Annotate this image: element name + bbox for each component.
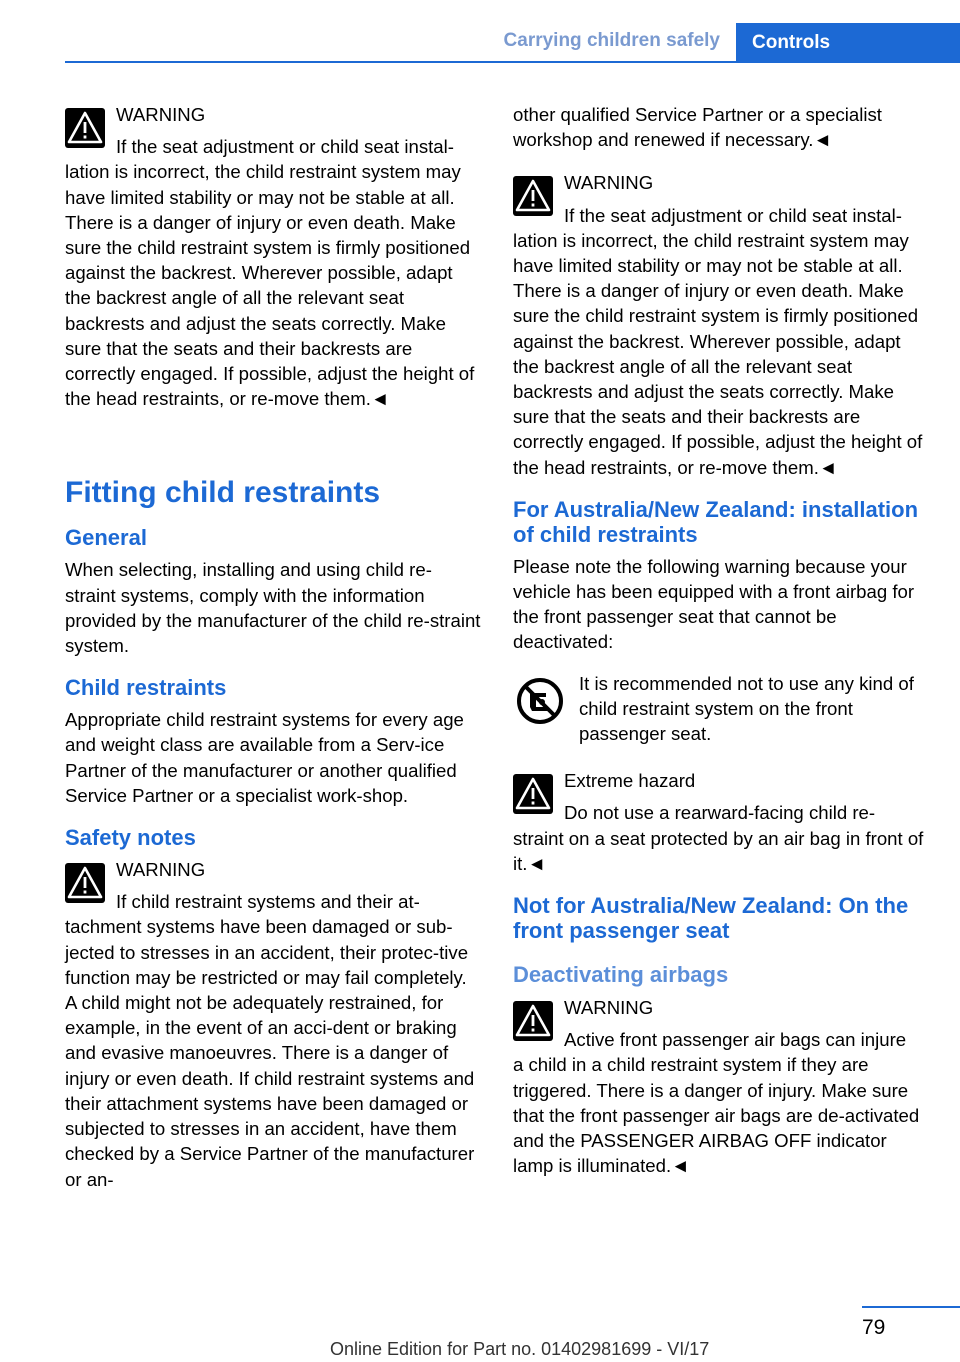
warning-text-first-line: If the seat adjustment or child seat instal- [116,136,454,158]
warning-triangle-icon [65,863,105,903]
header-rule [65,61,960,63]
right-column [513,102,929,1189]
warning-text-first-line: If child restraint systems and their at- [116,891,420,913]
left-column [65,102,481,1202]
section-title: Fitting child restraints [65,476,381,510]
warning-triangle-icon [513,1001,553,1041]
page-number: 79 [862,1316,886,1339]
hazard-block [513,768,929,876]
warning-text: lation is incorrect, the child restraint system may have limited stability or may not be stable at all. There is a danger of injury or even death. Make sure the child restraint system is firmly positioned against the backrest. Wherever possible, adapt the backrest angle of all the relevant seat backrests and adjust the seats correctly. Make sure that the seats and their backrests are correctly engaged. If possible, adjust the height of the head restraints, or re-move them.◄ [513,229,923,478]
heading-child-restraints: Child restraints [65,675,227,701]
warning-text-first-line: If the seat adjustment or child seat instal- [564,204,902,226]
header-tab-controls: Controls [736,23,960,63]
hazard-text: straint on a seat protected by an air bag in front of it.◄ [513,827,924,874]
footer-rule [862,1306,960,1308]
warning-block [65,857,481,1192]
heading-safety-notes: Safety notes [65,825,196,851]
heading-australia: For Australia/New Zealand: installation of child restraints [513,496,919,547]
no-child-seat-icon [516,677,564,725]
warning-text: lation is incorrect, the child restraint system may have limited stability or may not be stable at all. There is a danger of injury or even death. Make sure the child restraint system is firmly positioned against the backrest. Wherever possible, adapt the backrest angle of all the relevant seat backrests and adjust the seats correctly. Make sure that the seats and their backrests are correctly engaged. If possible, adjust the height of the head restraints, or re-move them.◄ [65,161,475,410]
heading-deactivating-airbags: Deactivating airbags [513,962,729,988]
paragraph-australia: Please note the following warning because your vehicle has been equipped with a front airbag for the front passenger seat that cannot be deactivated: [513,555,915,653]
warning-triangle-icon [65,108,105,148]
warning-title: WARNING [564,997,654,1019]
warning-title: WARNING [564,172,654,194]
paragraph-continuation: other qualified Service Partner or a specialist workshop and renewed if necessary.◄ [513,104,882,151]
warning-title: WARNING [116,859,206,881]
warning-block [65,102,481,411]
hazard-title: Extreme hazard [564,770,696,792]
edition-note: Online Edition for Part no. 01402981699 - VI/17 [330,1339,710,1359]
prohibition-note-text: It is recommended not to use any kind of child restraint system on the front passenger seat. [579,672,914,745]
warning-block [513,170,929,479]
paragraph-general: When selecting, installing and using child re-straint systems, comply with the information provided by the manufacturer of the child re-straint system. [65,559,481,657]
warning-text: a child in a child restraint system if they are triggered. There is a danger of injury. Make sure that the front passenger air bags are de-activated and the PASSENGER AIRBAG OFF indicator lamp is illuminated.◄ [513,1054,920,1177]
prohibition-note [513,671,929,747]
warning-text-first-line: Active front passenger air bags can injure [564,1029,907,1051]
hazard-text-first-line: Do not use a rearward-facing child re- [564,802,876,824]
paragraph-child-restraints: Appropriate child restraint systems for every age and weight class are available from a Serv-ice Partner of the manufacturer or another qualified Service Partner or a specialist work-shop. [65,709,464,806]
header-section-title: Carrying children safely [503,30,720,51]
heading-not-australia: Not for Australia/New Zealand: On the front passenger seat [513,893,909,944]
warning-triangle-icon [513,176,553,216]
warning-text: tachment systems have been damaged or sub-jected to stresses in an accident, their protec-tive function may be restricted or may fail completely. A child might not be adequately restrained, for example, in the event of an acci-dent or braking and evasive manoeuvres. There is a danger of injury or even death. If child restraint systems and their attachment systems have been damaged or subjected to stresses in an accident, have them checked by a Service Partner of the manufacturer or an- [65,916,475,1190]
warning-title: WARNING [116,104,206,125]
warning-triangle-icon [513,774,553,814]
heading-general: General [65,525,147,551]
warning-block [513,995,929,1178]
